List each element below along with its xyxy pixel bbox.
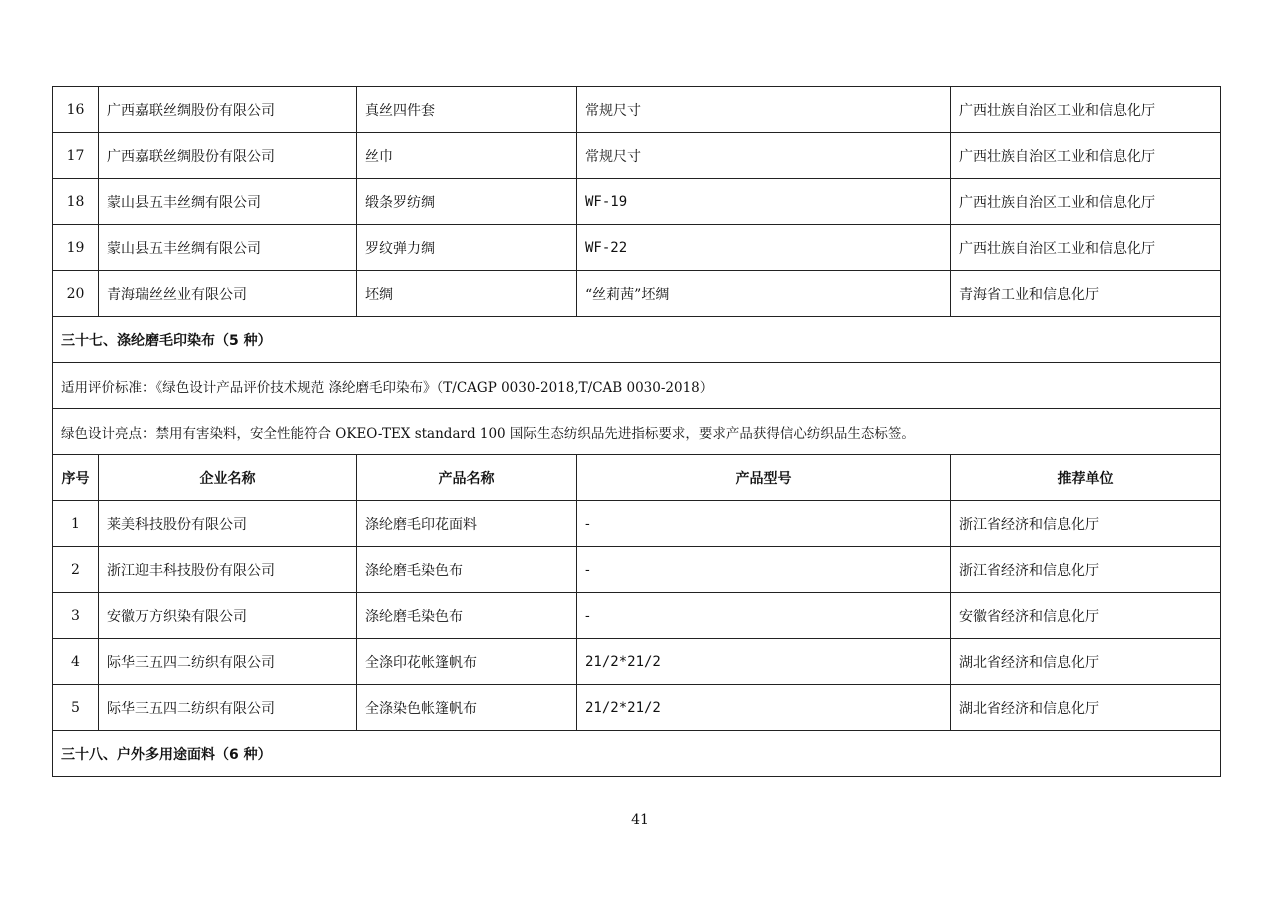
product-model: 21/2*21/2 — [577, 639, 951, 685]
row-number: 19 — [53, 225, 99, 271]
table-row — [53, 87, 1221, 133]
table-row — [53, 179, 1221, 225]
recommending-unit: 广西壮族自治区工业和信息化厅 — [951, 179, 1221, 225]
company-name: 浙江迎丰科技股份有限公司 — [99, 547, 357, 593]
row-number: 2 — [53, 547, 99, 593]
recommending-unit: 浙江省经济和信息化厅 — [951, 547, 1221, 593]
product-model: 常规尺寸 — [577, 133, 951, 179]
header-number: 序号 — [53, 455, 99, 501]
company-name: 蒙山县五丰丝绸有限公司 — [99, 179, 357, 225]
company-name: 蒙山县五丰丝绸有限公司 — [99, 225, 357, 271]
product-model: - — [577, 501, 951, 547]
row-number: 17 — [53, 133, 99, 179]
page-number: 41 — [631, 812, 649, 828]
recommending-unit: 湖北省经济和信息化厅 — [951, 685, 1221, 731]
company-name: 安徽万方织染有限公司 — [99, 593, 357, 639]
company-name: 广西嘉联丝绸股份有限公司 — [99, 133, 357, 179]
table-row — [53, 271, 1221, 317]
product-model: - — [577, 593, 951, 639]
row-number: 20 — [53, 271, 99, 317]
company-name: 莱美科技股份有限公司 — [99, 501, 357, 547]
header-product: 产品名称 — [357, 455, 577, 501]
product-model: WF-22 — [577, 225, 951, 271]
section-title-row — [53, 317, 1221, 363]
product-table — [52, 86, 1221, 777]
product-name: 缎条罗纺绸 — [357, 179, 577, 225]
highlight-row — [53, 409, 1221, 455]
row-number: 18 — [53, 179, 99, 225]
table-row — [53, 501, 1221, 547]
evaluation-standard: 适用评价标准：《绿色设计产品评价技术规范 涤纶磨毛印染布》（T/CAGP 0030-2018,T/CAB 0030-2018） — [53, 363, 1221, 409]
product-name: 真丝四件套 — [357, 87, 577, 133]
recommending-unit: 湖北省经济和信息化厅 — [951, 639, 1221, 685]
section-title-row — [53, 731, 1221, 777]
product-name: 全涤印花帐篷帆布 — [357, 639, 577, 685]
header-model: 产品型号 — [577, 455, 951, 501]
product-name: 丝巾 — [357, 133, 577, 179]
recommending-unit: 广西壮族自治区工业和信息化厅 — [951, 225, 1221, 271]
product-name: 全涤染色帐篷帆布 — [357, 685, 577, 731]
company-name: 广西嘉联丝绸股份有限公司 — [99, 87, 357, 133]
product-name: 罗纹弹力绸 — [357, 225, 577, 271]
product-name: 涤纶磨毛染色布 — [357, 593, 577, 639]
header-recommender: 推荐单位 — [951, 455, 1221, 501]
product-name: 涤纶磨毛印花面料 — [357, 501, 577, 547]
product-model: WF-19 — [577, 179, 951, 225]
product-model: 21/2*21/2 — [577, 685, 951, 731]
table-row — [53, 639, 1221, 685]
product-name: 坯绸 — [357, 271, 577, 317]
section-title: 三十八、户外多用途面料（6 种） — [53, 731, 1221, 777]
company-name: 际华三五四二纺织有限公司 — [99, 685, 357, 731]
header-company: 企业名称 — [99, 455, 357, 501]
company-name: 青海瑞丝丝业有限公司 — [99, 271, 357, 317]
row-number: 16 — [53, 87, 99, 133]
recommending-unit: 广西壮族自治区工业和信息化厅 — [951, 133, 1221, 179]
table-row — [53, 593, 1221, 639]
recommending-unit: 青海省工业和信息化厅 — [951, 271, 1221, 317]
table-row — [53, 685, 1221, 731]
standard-row — [53, 363, 1221, 409]
recommending-unit: 安徽省经济和信息化厅 — [951, 593, 1221, 639]
product-model: 常规尺寸 — [577, 87, 951, 133]
recommending-unit: 浙江省经济和信息化厅 — [951, 501, 1221, 547]
product-model: - — [577, 547, 951, 593]
row-number: 4 — [53, 639, 99, 685]
table-row — [53, 225, 1221, 271]
section-title: 三十七、涤纶磨毛印染布（5 种） — [53, 317, 1221, 363]
company-name: 际华三五四二纺织有限公司 — [99, 639, 357, 685]
table-row — [53, 133, 1221, 179]
product-model: “丝莉茜”坯绸 — [577, 271, 951, 317]
recommending-unit: 广西壮族自治区工业和信息化厅 — [951, 87, 1221, 133]
row-number: 5 — [53, 685, 99, 731]
table-header-row — [53, 455, 1221, 501]
green-design-highlight: 绿色设计亮点：禁用有害染料，安全性能符合 OKEO-TEX standard 100 国际生态纺织品先进指标要求，要求产品获得信心纺织品生态标签。 — [53, 409, 1221, 455]
product-name: 涤纶磨毛染色布 — [357, 547, 577, 593]
row-number: 3 — [53, 593, 99, 639]
table-row — [53, 547, 1221, 593]
row-number: 1 — [53, 501, 99, 547]
